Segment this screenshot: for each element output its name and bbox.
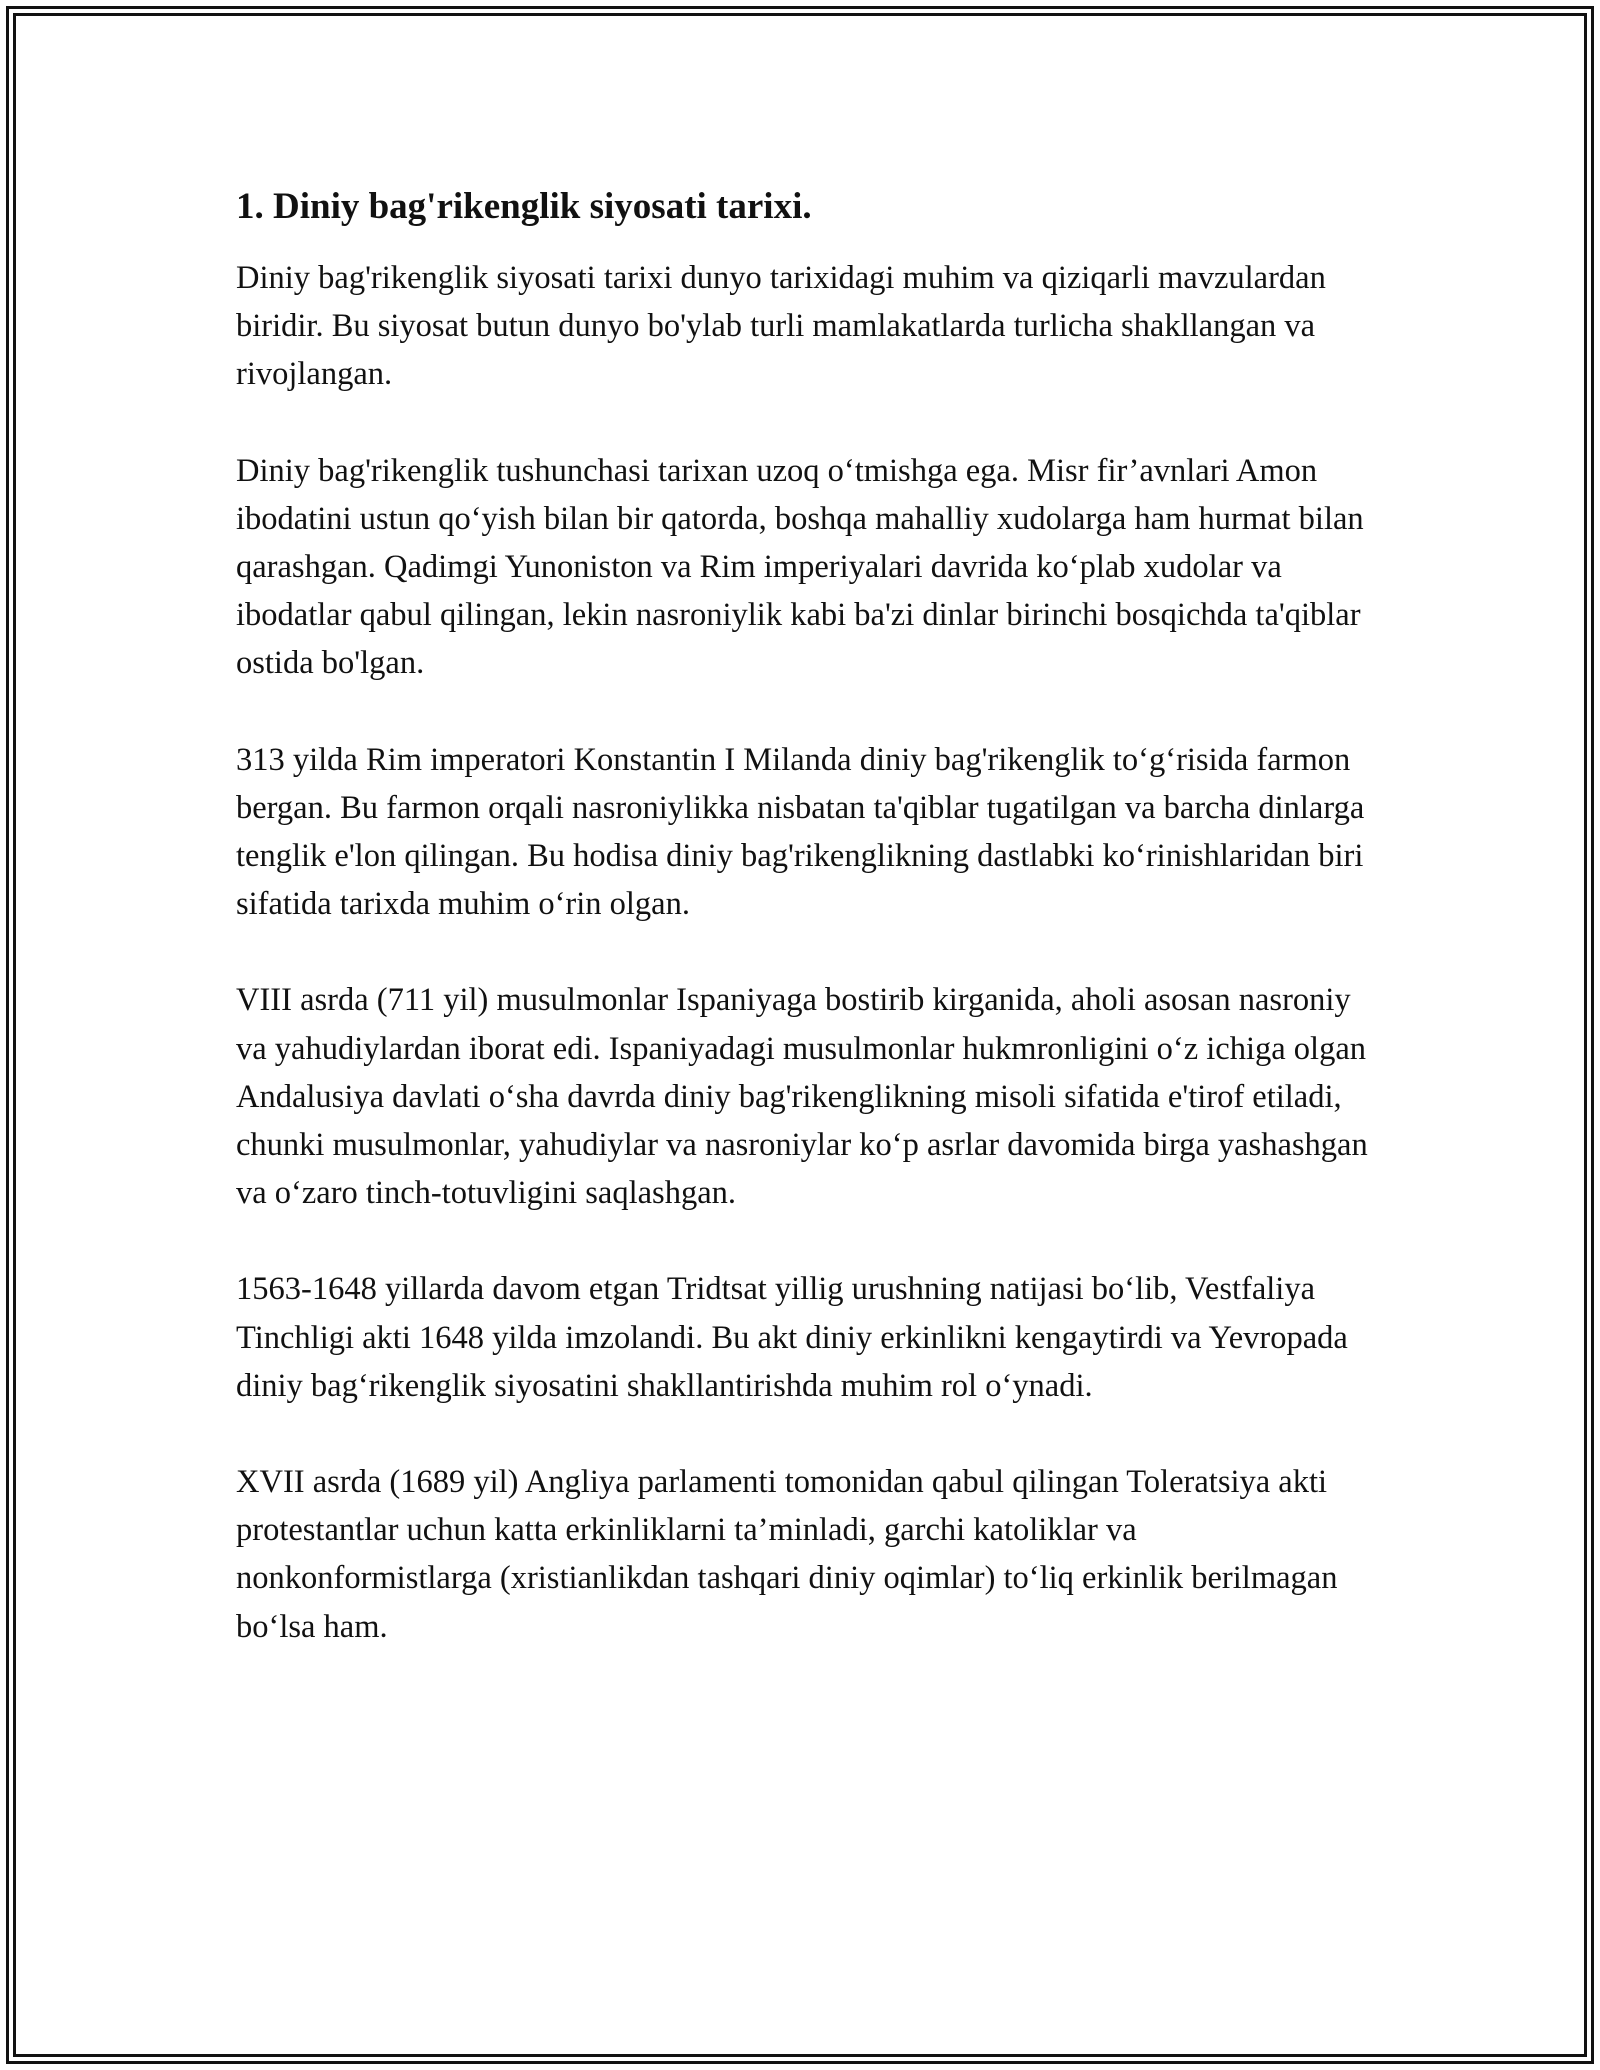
paragraph-ancient: Diniy bag'rikenglik tushunchasi tarixan uzoq o‘tmishga ega. Misr fir’avnlari Amon ibodatini ustun qo‘yish bilan bir qatorda, boshqa mahalliy xudolarga ham hurmat bilan qarashgan. Qadimgi Yunoniston va Rim imperiyalari davrida ko‘plab xudolar va ibodatlar qabul qilingan, lekin nasroniylik kabi ba'zi dinlar birinchi bosqichda ta'qiblar ostida bo'lgan. [236,452,1364,682]
paragraph-constantine: 313 yilda Rim imperatori Konstantin I Milanda diniy bag'rikenglik to‘g‘risida farmon bergan. Bu farmon orqali nasroniylikka nisbatan ta'qiblar tugatilgan va barcha dinlarga tenglik e'lon qilingan. Bu hodisa diniy bag'rikenglikning dastlabki ko‘rinishlaridan biri sifatida tarixda muhim o‘rin olgan. [236,741,1365,923]
section-heading: 1. Diniy bag'rikenglik siyosati tarixi. [236,186,812,227]
paragraph-westphalia: 1563-1648 yillarda davom etgan Tridtsat yillig urushning natijasi bo‘lib, Vestfaliya Tinchligi akti 1648 yilda imzolandi. Bu akt diniy erkinlikni kengaytirdi va Yevropada diniy bag‘rikenglik siyosatini shakllantirishda muhim rol o‘ynadi. [236,1271,1348,1404]
paragraph-andalusia: VIII asrda (711 yil) musulmonlar Ispaniyaga bostirib kirganida, aholi asosan nasroniy va yahudiylardan iborat edi. Ispaniyadagi musulmonlar hukmronligini o‘z ichiga olgan Andalusiya davlati o‘sha davrda diniy bag'rikenglikning misoli sifatida e'tirof etiladi, chunki musulmonlar, yahudiylar va nasroniylar ko‘p asrlar davomida birga yashashgan va o‘zaro tinch-totuvligini saqlashgan. [236,982,1368,1212]
document-body [236,184,1376,1699]
paragraph-intro: Diniy bag'rikenglik siyosati tarixi dunyo tarixidagi muhim va qiziqarli mavzulardan biridir. Bu siyosat butun dunyo bo'ylab turli mamlakatlarda turlicha shakllangan va rivojlangan. [236,260,1326,393]
paragraph-toleration-act: XVII asrda (1689 yil) Angliya parlamenti tomonidan qabul qilingan Toleratsiya akti protestantlar uchun katta erkinliklarni ta’minladi, garchi katoliklar va nonkonformistlarga (xristianlikdan tashqari diniy oqimlar) to‘liq erkinlik berilmagan bo‘lsa ham. [236,1464,1338,1645]
